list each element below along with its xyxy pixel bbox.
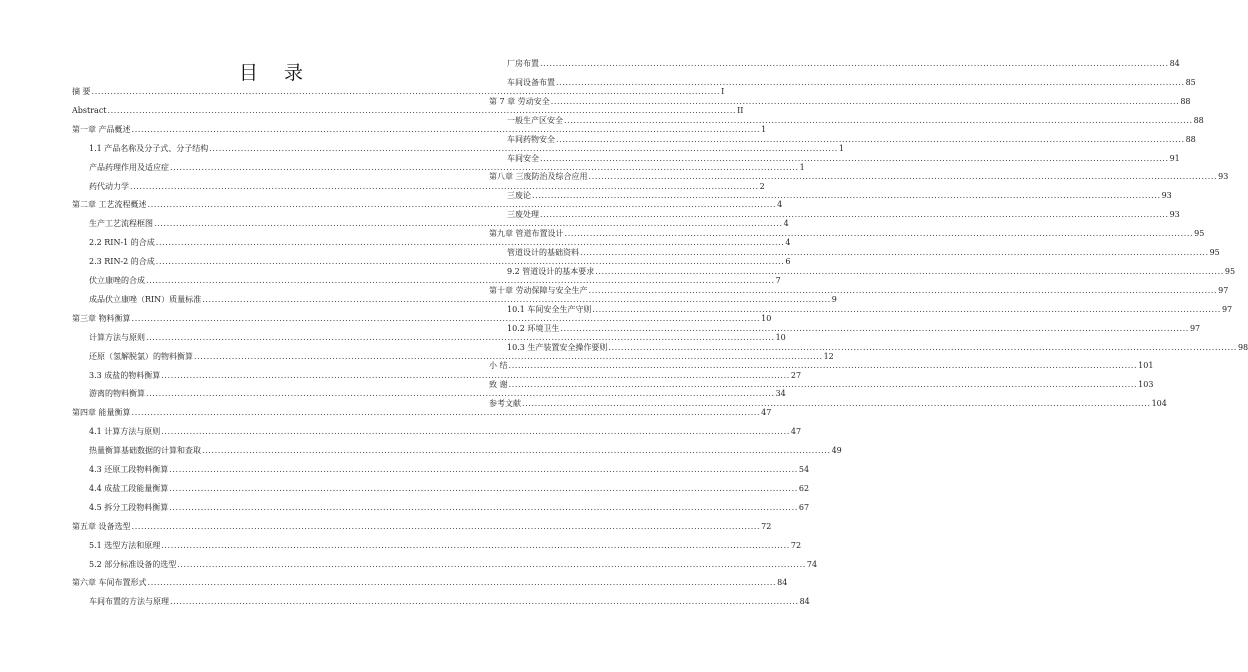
toc-entry-page: 6	[785, 257, 791, 267]
toc-entry-title: 4.3 还原工段物料衡算	[89, 465, 169, 474]
toc-entry-title: 车间药物安全	[507, 134, 555, 144]
toc-leader-dots: ........................................................................................................................................................................................................	[155, 257, 785, 267]
toc-leader-dots: ........................................................................................................................................................................................................	[131, 408, 761, 418]
toc-entry-title: 10.2 环境卫生	[507, 323, 560, 333]
toc-entry-title: 产品药理作用及适应症	[89, 162, 169, 172]
toc-entry[interactable]	[89, 387, 786, 401]
toc-entry-page: 88	[1193, 115, 1204, 125]
toc-entry[interactable]	[507, 246, 1220, 260]
toc-entry-page: 88	[1185, 134, 1196, 144]
toc-leader-dots: ........................................................................................................................................................................................................	[564, 115, 1193, 125]
toc-entry-page: I	[721, 87, 725, 96]
toc-entry[interactable]	[89, 274, 781, 288]
toc-entry-title: 5.2 部分标准设备的选型	[89, 559, 177, 569]
toc-entry[interactable]	[89, 255, 791, 269]
toc-entry[interactable]	[89, 217, 789, 231]
toc-leader-dots: ........................................................................................................................................................................................................	[595, 266, 1224, 276]
toc-entry[interactable]	[72, 576, 788, 590]
toc-entry[interactable]	[489, 378, 1154, 392]
toc-entry-title: 1.1 产品名称及分子式、分子结构	[89, 143, 209, 153]
toc-entry-title: 车间布置的方法与原理	[89, 597, 169, 607]
toc-entry[interactable]	[489, 397, 1167, 411]
toc-entry-page: 97	[1218, 285, 1229, 295]
page-title: 目 录	[238, 62, 314, 84]
toc-entry-page: 7	[775, 276, 781, 285]
toc-leader-dots: ........................................................................................................................................................................................................	[588, 172, 1218, 182]
toc-entry[interactable]	[507, 189, 1172, 203]
toc-entry-page: 97	[1221, 304, 1233, 314]
toc-leader-dots: ........................................................................................................................................................................................................	[608, 342, 1237, 352]
toc-entry-page: 4	[777, 200, 783, 210]
toc-entry-title: 药代动力学	[89, 181, 129, 191]
toc-entry[interactable]	[89, 558, 818, 572]
toc-entry[interactable]	[89, 444, 842, 458]
toc-leader-dots: ........................................................................................................................................................................................................	[146, 276, 775, 285]
toc-entry-page: 4	[785, 238, 791, 248]
toc-entry-title: 第十章 劳动保障与安全生产	[489, 285, 588, 295]
toc-entry-title: 4.5 拆分工段物料衡算	[89, 502, 169, 512]
toc-entry-title: 伏立康唑的合成	[89, 276, 145, 285]
toc-leader-dots: ........................................................................................................................................................................................................	[146, 389, 775, 399]
toc-entry-page: 67	[798, 502, 810, 512]
toc-leader-dots: ........................................................................................................................................................................................................	[202, 446, 831, 456]
toc-entry-page: 1	[799, 162, 805, 172]
toc-entry-title: 致 谢	[489, 380, 508, 390]
toc-entry-page: 95	[1224, 266, 1236, 276]
toc-entry[interactable]	[89, 142, 844, 156]
toc-entry[interactable]	[72, 520, 772, 534]
toc-entry[interactable]	[507, 152, 1180, 166]
toc-entry-title: 摘 要	[72, 87, 91, 96]
toc-leader-dots: ........................................................................................................................................................................................................	[564, 229, 1194, 239]
toc-entry-title: 管道设计的基础资料	[507, 248, 579, 257]
toc-leader-dots: ........................................................................................................................................................................................................	[147, 578, 777, 588]
toc-entry-title: 第一章 产品概述	[72, 124, 131, 134]
toc-leader-dots: ........................................................................................................................................................................................................	[550, 96, 1180, 106]
toc-leader-dots: ........................................................................................................................................................................................................	[592, 304, 1221, 314]
toc-entry[interactable]	[489, 95, 1191, 109]
toc-entry-title: 还原（氢解脱氯）的物料衡算	[89, 351, 193, 361]
toc-entry-page: 27	[790, 370, 802, 380]
toc-entry-title: 生产工艺流程框图	[89, 219, 153, 229]
toc-entry[interactable]	[89, 463, 810, 477]
toc-entry-title: 计算方法与原则	[89, 332, 145, 342]
toc-entry-page: 95	[1194, 229, 1205, 239]
toc-leader-dots: ........................................................................................................................................................................................................	[170, 597, 799, 607]
toc-entry-page: 10	[775, 332, 786, 342]
toc-entry-page: 4	[783, 219, 789, 229]
toc-entry-title: 游离的物料衡算	[89, 389, 145, 399]
toc-entry-title: 车间安全	[507, 153, 539, 163]
toc-entry-page: 1	[838, 143, 844, 153]
toc-entry-page: 85	[1185, 77, 1196, 87]
toc-entry-title: 第六章 车间布置形式	[72, 578, 147, 588]
toc-leader-dots: ........................................................................................................................................................................................................	[146, 332, 775, 342]
toc-entry[interactable]	[89, 369, 802, 383]
toc-leader-dots: ........................................................................................................................................................................................................	[170, 162, 799, 172]
toc-leader-dots: ........................................................................................................................................................................................................	[540, 153, 1169, 163]
toc-entry-page: II	[737, 105, 744, 115]
toc-entry-title: 车间设备布置	[507, 77, 555, 87]
toc-leader-dots: ........................................................................................................................................................................................................	[147, 200, 777, 210]
toc-entry-title: 10.1 车间安全生产守则	[507, 304, 592, 314]
toc-entry-page: 101	[1138, 361, 1154, 371]
toc-entry-page: 62	[798, 483, 810, 493]
toc-entry[interactable]	[89, 482, 810, 496]
toc-leader-dots: ........................................................................................................................................................................................................	[202, 294, 831, 304]
toc-leader-dots: ........................................................................................................................................................................................................	[540, 59, 1169, 68]
toc-entry[interactable]	[72, 312, 772, 326]
toc-leader-dots: ........................................................................................................................................................................................................	[522, 399, 1151, 409]
toc-entry[interactable]	[489, 284, 1229, 298]
toc-entry-title: Abstract	[72, 105, 107, 115]
toc-entry-page: 93	[1169, 210, 1180, 220]
toc-leader-dots: ........................................................................................................................................................................................................	[131, 124, 761, 134]
toc-entry[interactable]	[89, 236, 791, 250]
toc-entry-page: 12	[823, 351, 834, 361]
toc-leader-dots: ........................................................................................................................................................................................................	[556, 77, 1185, 87]
toc-entry[interactable]	[72, 406, 772, 420]
toc-entry-page: 95	[1209, 248, 1220, 257]
toc-entry[interactable]	[507, 57, 1180, 71]
toc-entry-page: 104	[1151, 399, 1167, 409]
toc-leader-dots: ........................................................................................................................................................................................................	[209, 143, 838, 153]
toc-leader-dots: ........................................................................................................................................................................................................	[91, 87, 721, 96]
toc-entry[interactable]	[89, 161, 805, 175]
toc-leader-dots: ........................................................................................................................................................................................................	[130, 181, 759, 191]
toc-entry-title: 三废论	[507, 191, 531, 201]
toc-entry-page: 88	[1180, 96, 1191, 106]
toc-entry-page: 74	[806, 559, 818, 569]
toc-entry-page: 1	[761, 124, 767, 134]
toc-entry-title: 三废处理	[507, 210, 539, 220]
toc-leader-dots: ........................................................................................................................................................................................................	[161, 427, 790, 437]
toc-entry[interactable]	[72, 85, 725, 99]
toc-entry-page: 10	[761, 313, 772, 323]
toc-leader-dots: ........................................................................................................................................................................................................	[580, 248, 1209, 257]
toc-entry-page: 47	[790, 427, 802, 437]
toc-leader-dots: ........................................................................................................................................................................................................	[540, 210, 1169, 220]
toc-entry-title: 厂房布置	[507, 59, 539, 68]
toc-entry-page: 97	[1189, 323, 1201, 333]
toc-leader-dots: ........................................................................................................................................................................................................	[107, 105, 737, 115]
toc-leader-dots: ........................................................................................................................................................................................................	[532, 191, 1161, 201]
toc-entry[interactable]	[507, 133, 1196, 147]
toc-entry-title: 2.2 RIN-1 的合成	[89, 238, 155, 248]
toc-entry-page: 103	[1138, 380, 1154, 390]
toc-entry-title: 第 7 章 劳动安全	[489, 96, 550, 106]
toc-entry-title: 热量衡算基础数据的计算和查取	[89, 446, 201, 456]
toc-entry-page: 93	[1161, 191, 1172, 201]
toc-leader-dots: ........................................................................................................................................................................................................	[588, 285, 1218, 295]
toc-entry-title: 10.3 生产装置安全操作要则	[507, 342, 608, 352]
toc-leader-dots: ........................................................................................................................................................................................................	[154, 219, 783, 229]
toc-entry-page: 72	[790, 540, 802, 550]
toc-leader-dots: ........................................................................................................................................................................................................	[194, 351, 823, 361]
toc-entry-page: 49	[831, 446, 842, 456]
toc-leader-dots: ........................................................................................................................................................................................................	[155, 238, 785, 248]
toc-leader-dots: ........................................................................................................................................................................................................	[556, 134, 1185, 144]
toc-entry[interactable]	[89, 180, 765, 194]
toc-entry-title: 第三章 物料衡算	[72, 313, 131, 323]
toc-entry-title: 3.3 成盐的物料衡算	[89, 370, 161, 380]
toc-leader-dots: ........................................................................................................................................................................................................	[131, 313, 761, 323]
toc-entry-page: 84	[777, 578, 788, 588]
toc-entry[interactable]	[89, 350, 834, 364]
toc-entry-title: 5.1 选型方法和原理	[89, 540, 161, 550]
toc-entry-page: 9	[831, 294, 837, 304]
toc-entry-title: 第八章 三废防治及综合应用	[489, 172, 588, 182]
toc-entry-title: 2.3 RIN-2 的合成	[89, 257, 155, 267]
toc-entry[interactable]	[89, 293, 837, 307]
toc-entry[interactable]	[507, 114, 1204, 128]
toc-entry[interactable]	[507, 322, 1201, 336]
toc-entry-title: 4.4 成盐工段能量衡算	[89, 483, 169, 493]
toc-entry[interactable]	[507, 76, 1196, 90]
toc-leader-dots: ........................................................................................................................................................................................................	[161, 370, 790, 380]
toc-entry-page: 93	[1218, 172, 1229, 182]
toc-entry[interactable]	[89, 331, 786, 345]
toc-entry-title: 一般生产区安全	[507, 115, 563, 125]
toc-entry[interactable]	[89, 595, 810, 609]
toc-leader-dots: ........................................................................................................................................................................................................	[161, 540, 790, 550]
toc-entry[interactable]	[507, 265, 1236, 279]
toc-entry[interactable]	[72, 104, 744, 118]
toc-entry-title: 4.1 计算方法与原则	[89, 427, 161, 437]
toc-entry-page: 34	[775, 389, 786, 399]
toc-entry[interactable]	[507, 341, 1248, 355]
toc-leader-dots: ........................................................................................................................................................................................................	[177, 559, 806, 569]
toc-entry-title: 第二章 工艺流程概述	[72, 200, 147, 210]
toc-entry[interactable]	[507, 208, 1180, 222]
toc-entry[interactable]	[489, 170, 1229, 184]
toc-entry-title: 成品伏立康唑（RIN）质量标准	[89, 294, 202, 304]
toc-entry[interactable]	[89, 501, 810, 515]
toc-leader-dots: ........................................................................................................................................................................................................	[508, 361, 1138, 371]
toc-entry-title: 第九章 管道布置设计	[489, 229, 564, 239]
toc-entry-title: 第四章 能量衡算	[72, 408, 131, 418]
toc-leader-dots: ........................................................................................................................................................................................................	[169, 483, 798, 493]
toc-entry-page: 91	[1169, 153, 1180, 163]
toc-entry[interactable]	[89, 539, 802, 553]
toc-leader-dots: ........................................................................................................................................................................................................	[508, 380, 1138, 390]
toc-entry[interactable]	[489, 359, 1154, 373]
toc-entry[interactable]	[72, 123, 767, 137]
toc-entry-title: 9.2 管道设计的基本要求	[507, 266, 595, 276]
toc-entry[interactable]	[72, 198, 783, 212]
toc-entry-page: 54	[798, 465, 810, 474]
toc-entry[interactable]	[89, 425, 802, 439]
toc-entry-page: 84	[799, 597, 810, 607]
toc-entry[interactable]	[489, 227, 1205, 241]
toc-entry-page: 98	[1237, 342, 1248, 352]
toc-entry-page: 72	[761, 521, 772, 531]
toc-entry[interactable]	[507, 303, 1233, 317]
toc-entry-page: 84	[1169, 59, 1180, 68]
toc-entry-title: 第五章 设备选型	[72, 521, 131, 531]
toc-leader-dots: ........................................................................................................................................................................................................	[169, 465, 798, 474]
toc-entry-page: 2	[759, 181, 765, 191]
toc-leader-dots: ........................................................................................................................................................................................................	[131, 521, 761, 531]
toc-leader-dots: ........................................................................................................................................................................................................	[560, 323, 1189, 333]
toc-entry-page: 47	[761, 408, 772, 418]
toc-entry-title: 参考文献	[489, 399, 521, 409]
toc-entry-title: 小 结	[489, 361, 508, 371]
toc-leader-dots: ........................................................................................................................................................................................................	[169, 502, 798, 512]
